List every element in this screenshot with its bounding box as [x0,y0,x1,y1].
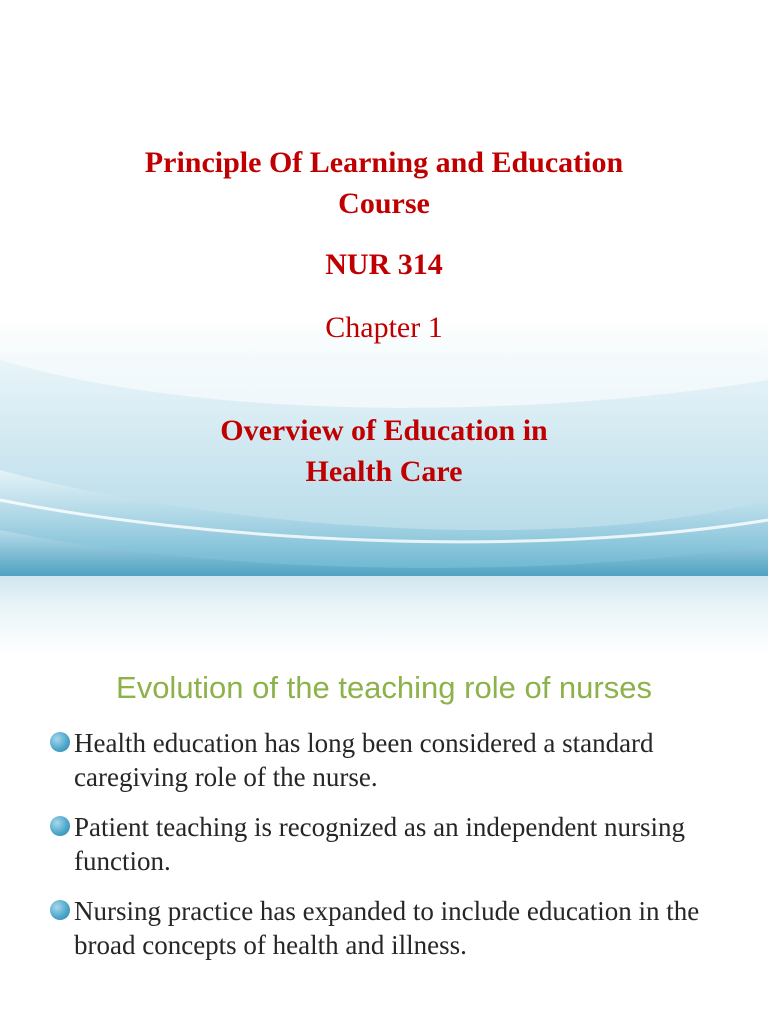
chapter-title-line-2: Health Care [305,455,463,488]
bullet-text: Nursing practice has expanded to include education in the broad concepts of health and illness. [74,896,700,960]
course-title [0,142,768,224]
course-title-line-1: Principle Of Learning and Education [144,146,624,179]
bullet-item [48,894,748,962]
bullet-item [48,726,748,794]
slide-2-content [0,576,768,1024]
blue-circle-bullet-icon [50,900,70,920]
blue-circle-bullet-icon [50,816,70,836]
bullet-list [48,726,748,978]
course-code: NUR 314 [325,248,443,281]
bullet-text: Health education has long been considered a standard caregiving role of the nurse. [74,728,654,792]
chapter-title [0,410,768,492]
bullet-text: Patient teaching is recognized as an independent nursing function. [74,812,686,876]
chapter-title-line-1: Overview of Education in [220,414,548,447]
slide-heading: Evolution of the teaching role of nurses [116,670,652,705]
course-title-line-2: Course [338,187,430,220]
chapter-label: Chapter 1 [325,311,443,344]
blue-circle-bullet-icon [50,732,70,752]
bullet-item [48,810,748,878]
